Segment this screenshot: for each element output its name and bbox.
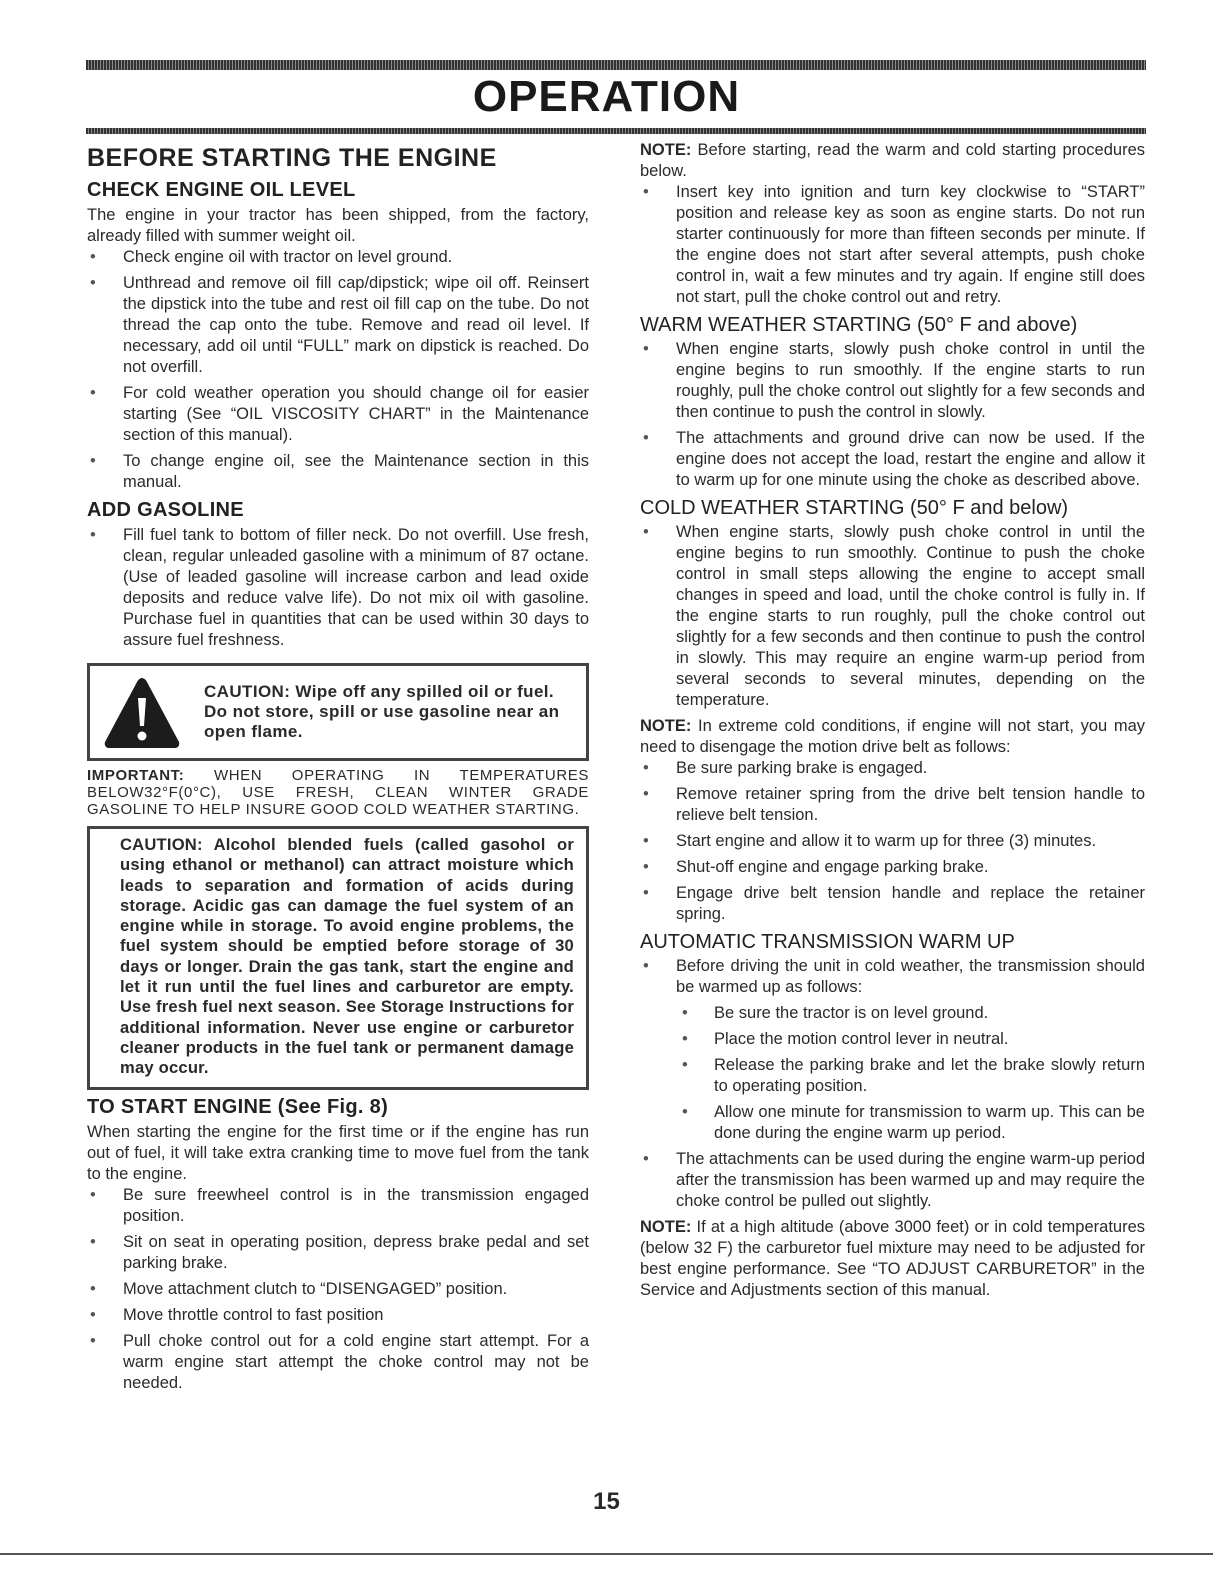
list-item: • Move throttle control to fast position: [87, 1305, 589, 1326]
note-text: If at a high altitude (above 3000 feet) or in cold temperatures (below 32 F) the carburetor fuel mixture may need to be adjusted for best engine performance. See “TO ADJUST CARBURETOR” in the Service and Adjustments section of this manual.: [640, 1218, 1145, 1299]
title-rule: [86, 128, 1146, 134]
note-text: In extreme cold conditions, if engine will not start, you may need to disengage the motion drive belt as follows:: [640, 717, 1145, 756]
caution-box-flame: [87, 663, 589, 761]
list-item: • Shut-off engine and engage parking brake.: [640, 857, 1145, 878]
heading-to-start-engine: TO START ENGINE (See Fig. 8): [87, 1095, 389, 1118]
page-title: OPERATION: [472, 72, 741, 121]
note-label: NOTE:: [640, 141, 692, 159]
list-item: • For cold weather operation you should change oil for easier starting (See “OIL VISCOSITY CHART” in the Maintenance section of this manual).: [87, 383, 589, 446]
page-number: 15: [593, 1488, 620, 1515]
list-item: • Sit on seat in operating position, depress brake pedal and set parking brake.: [87, 1232, 589, 1274]
list-item: • When engine starts, slowly push choke control in until the engine begins to run smoothly. Continue to push the choke control in small steps allowing the engine to accept small changes in speed and load, until the choke control is fully in. If the engine starts to run roughly, pull the choke control out slightly for a few seconds and then continue to push the control in slowly. This may require an engine warm-up period from several seconds to several minutes, depending on the temperature.: [640, 522, 1145, 711]
note-text: Before starting, read the warm and cold starting procedures below.: [640, 141, 1145, 180]
belt-bullet-list: [640, 758, 1145, 925]
start-bullet-list: [87, 1185, 589, 1394]
right-column: [640, 140, 1145, 1301]
list-item: • Move attachment clutch to “DISENGAGED” position.: [87, 1279, 589, 1300]
list-item: • When engine starts, slowly push choke control in until the engine begins to run smoothly. If the engine starts to run roughly, pull the choke control out slightly for a few seconds and then continue to push the control in slowly.: [640, 339, 1145, 423]
auto-bullet-list-2: [640, 1149, 1145, 1212]
start-intro: When starting the engine for the first time or if the engine has run out of fuel, it will take extra cranking time to move fuel from the tank to the engine.: [87, 1122, 589, 1183]
list-item: • Place the motion control lever in neutral.: [640, 1029, 1145, 1050]
list-item: • The attachments and ground drive can now be used. If the engine does not accept the load, restart the engine and allow it to warm up for one minute using the choke as described above.: [640, 428, 1145, 491]
warning-triangle-icon: [102, 674, 182, 750]
caution-box-alcohol: CAUTION: Alcohol blended fuels (called gasohol or using ethanol or methanol) can attract moisture which leads to separation and formation of acids during storage. Acidic gas can damage the fuel system of an engine while in storage. To avoid engine problems, the fuel system should be emptied before storage of 30 days or longer. Drain the gas tank, start the engine and let it run until the fuel lines and carburetor are empty. Use fresh fuel next season. See Storage Instructions for additional information. Never use engine or carburetor cleaner products in the fuel tank or permanent damage may occur.: [87, 826, 589, 1090]
list-item: • Be sure freewheel control is in the transmission engaged position.: [87, 1185, 589, 1227]
auto-bullet-list: [640, 956, 1145, 998]
caution-text-flame: CAUTION: Wipe off any spilled oil or fuel. Do not store, spill or use gasoline near an open flame.: [204, 682, 560, 741]
list-item: • Fill fuel tank to bottom of filler neck. Do not overfill. Use fresh, clean, regular unleaded gasoline with a minimum of 87 octane. (Use of leaded gasoline will increase carbon and lead oxide deposits and reduce valve life). Do not mix oil with gasoline. Purchase fuel in quantities that can be used within 30 days to assure fuel freshness.: [87, 525, 589, 651]
note-altitude: [640, 1217, 1145, 1301]
auto-sub-list: [640, 1003, 1145, 1144]
heading-auto-transmission: AUTOMATIC TRANSMISSION WARM UP: [640, 931, 1015, 953]
list-item: • Start engine and allow it to warm up for three (3) minutes.: [640, 831, 1145, 852]
gas-bullet-list: [87, 525, 589, 651]
heading-warm-weather: WARM WEATHER STARTING (50° F and above): [640, 314, 1078, 336]
warm-bullet-list: [640, 339, 1145, 491]
heading-add-gasoline: ADD GASOLINE: [87, 499, 244, 521]
oil-intro: The engine in your tractor has been shipped, from the factory, already filled with summer weight oil.: [87, 206, 589, 245]
list-item: • Check engine oil with tractor on level ground.: [87, 247, 589, 268]
bottom-rule: [0, 1553, 1213, 1555]
heading-check-oil: CHECK ENGINE OIL LEVEL: [87, 179, 356, 201]
list-item: • Release the parking brake and let the brake slowly return to operating position.: [640, 1055, 1145, 1097]
list-item: • Before driving the unit in cold weather, the transmission should be warmed up as follows:: [640, 956, 1145, 998]
ignition-bullet-list: [640, 182, 1145, 308]
note-extreme-cold: [640, 716, 1145, 758]
list-item: • Engage drive belt tension handle and replace the retainer spring.: [640, 883, 1145, 925]
list-item: • Insert key into ignition and turn key clockwise to “START” position and release key as soon as engine starts. Do not run starter continuously for more than fifteen seconds per minute. If the engine does not start after several attempts, push choke control in, wait a few minutes and try again. If engine still does not start, pull the choke control out and retry.: [640, 182, 1145, 308]
note-label: NOTE:: [640, 1218, 692, 1236]
list-item: • Unthread and remove oil fill cap/dipstick; wipe oil off. Reinsert the dipstick into the tube and rest oil fill cap on the tube. Do not thread the cap onto the tube. Remove and read oil level. If necessary, add oil until “FULL” mark on dipstick is reached. Do not overfill.: [87, 273, 589, 378]
important-label: IMPORTANT:: [87, 767, 185, 784]
list-item: • Remove retainer spring from the drive belt tension handle to relieve belt tension.: [640, 784, 1145, 826]
cold-bullet-list: [640, 522, 1145, 711]
note-label: NOTE:: [640, 717, 692, 735]
top-rule: [86, 60, 1146, 70]
list-item: • Be sure the tractor is on level ground.: [640, 1003, 1145, 1024]
oil-bullet-list: [87, 247, 589, 493]
list-item: • To change engine oil, see the Maintenance section in this manual.: [87, 451, 589, 493]
list-item: • Allow one minute for transmission to warm up. This can be done during the engine warm up period.: [640, 1102, 1145, 1144]
heading-cold-weather: COLD WEATHER STARTING (50° F and below): [640, 497, 1069, 519]
list-item: • The attachments can be used during the engine warm-up period after the transmission has been warmed up and may require the choke control be pulled out slightly.: [640, 1149, 1145, 1212]
list-item: • Be sure parking brake is engaged.: [640, 758, 1145, 779]
important-text: WHEN OPERATING IN TEMPERATURES BELOW32°F(0°C), USE FRESH, CLEAN WINTER GRADE GASOLINE TO HELP INSURE GOOD COLD WEATHER STARTING.: [87, 767, 589, 818]
note-before-starting: [640, 140, 1145, 182]
heading-before-starting: BEFORE STARTING THE ENGINE: [87, 144, 497, 172]
important-note: [87, 767, 589, 818]
left-column: [87, 140, 589, 1399]
list-item: • Pull choke control out for a cold engine start attempt. For a warm engine start attempt the choke control may not be needed.: [87, 1331, 589, 1394]
